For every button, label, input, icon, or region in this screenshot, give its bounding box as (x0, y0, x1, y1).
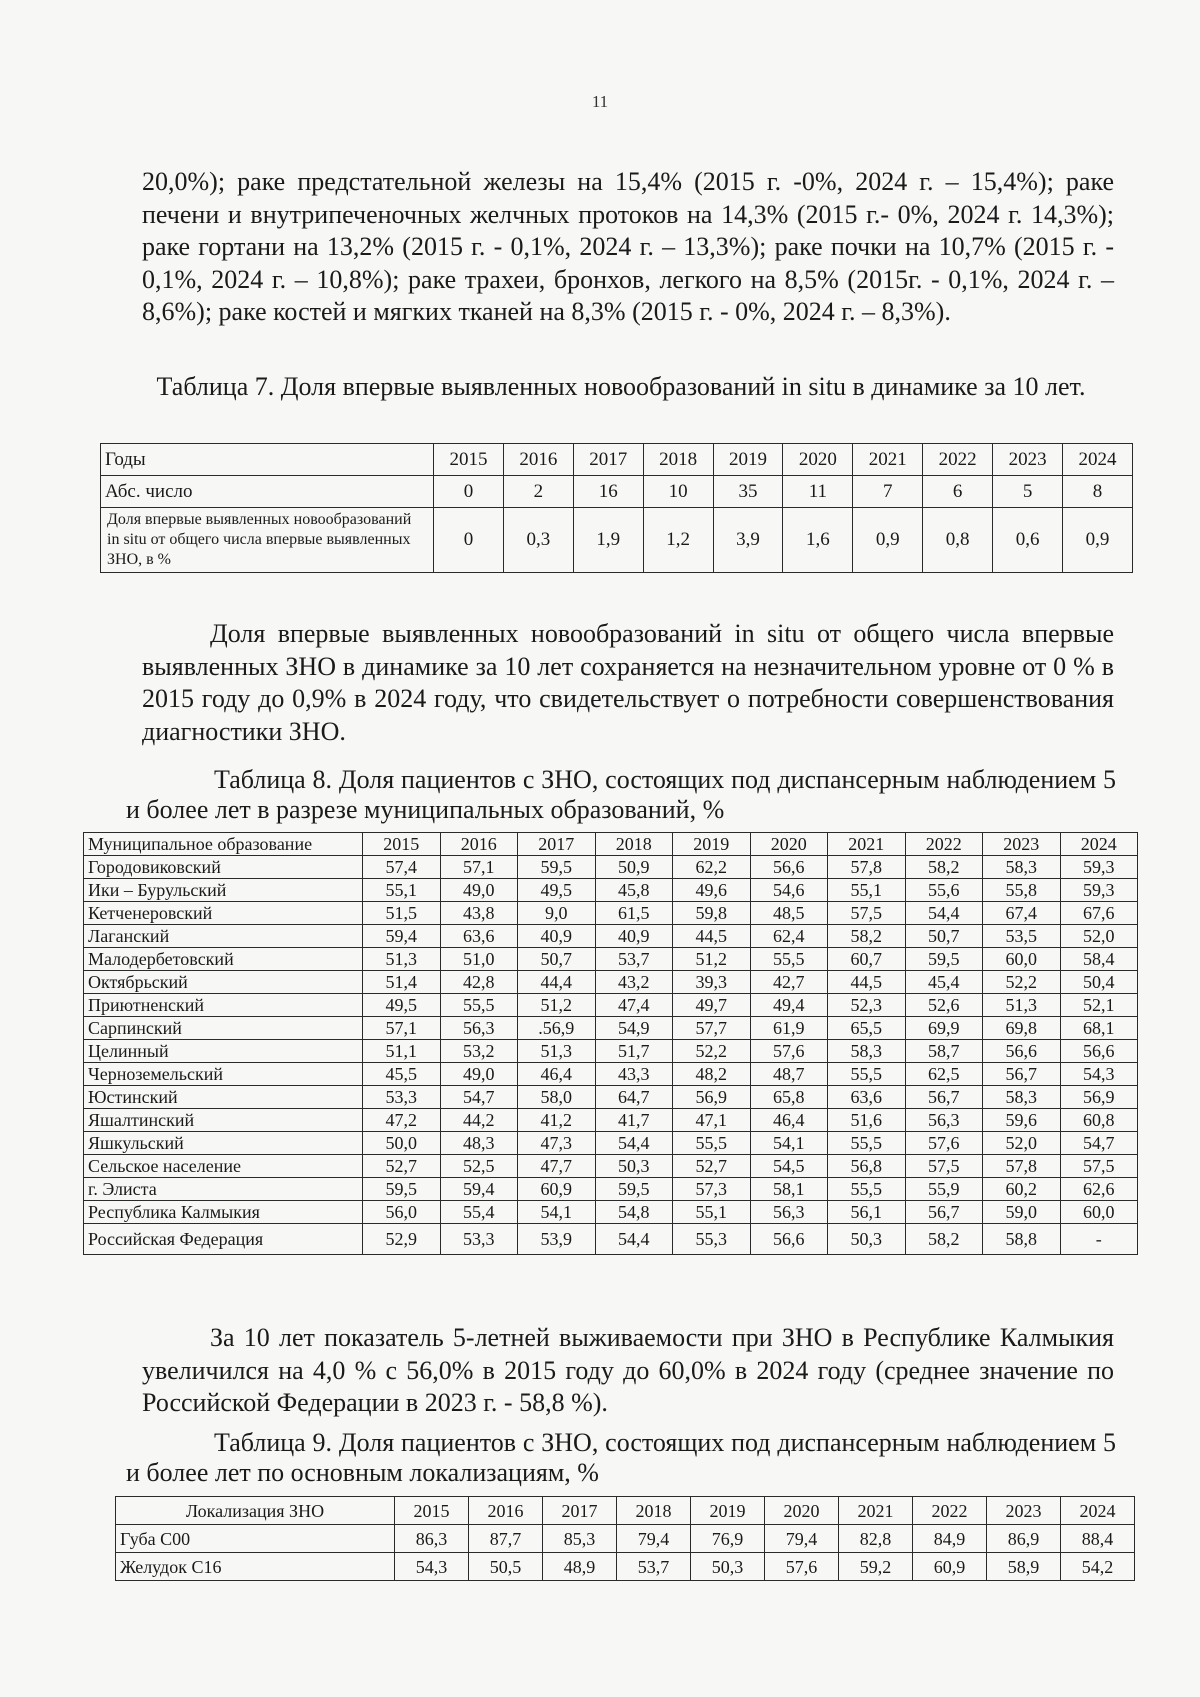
table-cell: 68,1 (1060, 1017, 1138, 1040)
table-cell: 56,6 (1060, 1040, 1138, 1063)
table8-year: 2021 (828, 833, 906, 856)
table-cell: 59,2 (839, 1553, 913, 1581)
table-cell: .56,9 (518, 1017, 596, 1040)
table-cell: 57,5 (828, 902, 906, 925)
table7-year: 2017 (573, 444, 643, 476)
table-cell: 58,3 (983, 1086, 1061, 1109)
table-cell: 50,7 (905, 925, 983, 948)
table-cell: 45,8 (595, 879, 673, 902)
table-cell: 58,1 (750, 1178, 828, 1201)
table-cell: 52,5 (440, 1155, 518, 1178)
table-cell: 57,1 (440, 856, 518, 879)
table-cell: 57,6 (905, 1132, 983, 1155)
table-cell: 50,5 (469, 1553, 543, 1581)
table-cell: 55,9 (905, 1178, 983, 1201)
table-row (84, 948, 1138, 971)
table-cell: 50,3 (595, 1155, 673, 1178)
table8 (83, 832, 1138, 1255)
table7-year: 2015 (434, 444, 504, 476)
table-cell: 45,4 (905, 971, 983, 994)
table-cell: 51,5 (363, 902, 441, 925)
table-cell: 5 (993, 476, 1063, 508)
table9-header-row (116, 1497, 1135, 1525)
table-cell: 53,7 (617, 1553, 691, 1581)
table-cell: 0 (434, 508, 504, 573)
table-cell: 87,7 (469, 1525, 543, 1553)
table-cell: 60,0 (983, 948, 1061, 971)
table-cell: 59,3 (1060, 879, 1138, 902)
table7-year: 2024 (1063, 444, 1133, 476)
table-cell: 52,9 (363, 1224, 441, 1255)
table7-caption: Таблица 7. Доля впервые выявленных новообразований in situ в динамике за 10 лет. (156, 372, 1086, 401)
table-cell: 52,0 (983, 1132, 1061, 1155)
table-cell: 35 (713, 476, 783, 508)
table-cell: 56,3 (440, 1017, 518, 1040)
table-cell: 52,6 (905, 994, 983, 1017)
table-cell: 0,9 (853, 508, 923, 573)
row-label: Городовиковский (84, 856, 363, 879)
table-cell: 9,0 (518, 902, 596, 925)
table-cell: 46,4 (750, 1109, 828, 1132)
table-cell: 58,3 (828, 1040, 906, 1063)
table-cell: 57,8 (828, 856, 906, 879)
table-cell: 60,9 (913, 1553, 987, 1581)
table-cell: 84,9 (913, 1525, 987, 1553)
table-cell: 62,6 (1060, 1178, 1138, 1201)
table-cell: 59,8 (673, 902, 751, 925)
table-cell: 1,6 (783, 508, 853, 573)
table-cell: 52,7 (673, 1155, 751, 1178)
table-cell: 55,4 (440, 1201, 518, 1224)
table-cell: 59,0 (983, 1201, 1061, 1224)
table8-header-label: Муниципальное образование (84, 833, 363, 856)
table8-year: 2020 (750, 833, 828, 856)
table-cell: 43,2 (595, 971, 673, 994)
table8-year: 2018 (595, 833, 673, 856)
table-cell: 51,3 (363, 948, 441, 971)
table-cell: 57,1 (363, 1017, 441, 1040)
table-row (84, 1063, 1138, 1086)
table8-year: 2017 (518, 833, 596, 856)
table-row (84, 1201, 1138, 1224)
intro-paragraph: 20,0%); раке предстательной железы на 15,4% (2015 г. -0%, 2024 г. – 15,4%); раке печени и внутрипеченочных желчных протоков на 14,3% (2015 г.- 0%, 2024 г. 14,3%); раке гортани на 13,2% (2015 г. - 0,1%, 2024 г. – 13,3%); раке почки на 10,7% (2015 г. - 0,1%, 2024 г. – 10,8%); раке трахеи, бронхов, легкого на 8,5% (2015г. - 0,1%, 2024 г. – 8,6%); раке костей и мягких тканей на 8,3% (2015 г. - 0%, 2024 г. – 8,3%). (142, 167, 1114, 326)
row-label: Республика Калмыкия (84, 1201, 363, 1224)
table-cell: 55,5 (828, 1063, 906, 1086)
table-cell: 65,5 (828, 1017, 906, 1040)
table-cell: 62,2 (673, 856, 751, 879)
table-cell: 54,2 (1061, 1553, 1135, 1581)
table-cell: 54,7 (440, 1086, 518, 1109)
table-cell: 0,3 (503, 508, 573, 573)
table-cell: 59,4 (440, 1178, 518, 1201)
table-row (116, 1553, 1135, 1581)
table-cell: 56,3 (905, 1109, 983, 1132)
table-row (84, 1109, 1138, 1132)
table-row (84, 879, 1138, 902)
table-cell: 57,8 (983, 1155, 1061, 1178)
table-cell: 76,9 (691, 1525, 765, 1553)
table-row (84, 1132, 1138, 1155)
row-label: Юстинский (84, 1086, 363, 1109)
table-cell: 57,5 (1060, 1155, 1138, 1178)
table-cell: 60,8 (1060, 1109, 1138, 1132)
table-cell: 54,4 (905, 902, 983, 925)
table-cell: 63,6 (440, 925, 518, 948)
table-cell: 57,6 (765, 1553, 839, 1581)
table-cell: 58,2 (905, 1224, 983, 1255)
row-label: Абс. число (101, 476, 434, 508)
table-cell: 54,5 (750, 1155, 828, 1178)
table-cell: 43,3 (595, 1063, 673, 1086)
table-cell: 53,2 (440, 1040, 518, 1063)
table-row (84, 994, 1138, 1017)
table-cell: 45,5 (363, 1063, 441, 1086)
row-label: Российская Федерация (84, 1224, 363, 1255)
table-cell: 0,9 (1063, 508, 1133, 573)
table-cell: 47,2 (363, 1109, 441, 1132)
table-cell: 53,3 (363, 1086, 441, 1109)
table-row (116, 1525, 1135, 1553)
table8-year: 2023 (983, 833, 1061, 856)
table-cell: 48,2 (673, 1063, 751, 1086)
table-cell: 56,9 (1060, 1086, 1138, 1109)
table-cell: 58,8 (983, 1224, 1061, 1255)
table-row (84, 902, 1138, 925)
table-cell: 55,5 (750, 948, 828, 971)
table-cell: 56,1 (828, 1201, 906, 1224)
table-cell: 55,3 (673, 1224, 751, 1255)
table9-year: 2021 (839, 1497, 913, 1525)
table-cell: 57,6 (750, 1040, 828, 1063)
table-cell: 46,4 (518, 1063, 596, 1086)
table-cell: 55,1 (363, 879, 441, 902)
table-cell: 39,3 (673, 971, 751, 994)
table-cell: 3,9 (713, 508, 783, 573)
table9-year: 2016 (469, 1497, 543, 1525)
table-cell: 54,4 (595, 1132, 673, 1155)
table-row (101, 508, 1133, 573)
table-cell: 60,0 (1060, 1201, 1138, 1224)
table-cell: 1,2 (643, 508, 713, 573)
table-row (84, 1224, 1138, 1255)
table-cell: 44,5 (673, 925, 751, 948)
row-label: Приютненский (84, 994, 363, 1017)
table-cell: 11 (783, 476, 853, 508)
table-cell: 50,0 (363, 1132, 441, 1155)
table-cell: 50,9 (595, 856, 673, 879)
table-cell: - (1060, 1224, 1138, 1255)
table-cell: 59,5 (518, 856, 596, 879)
table-cell: 55,1 (673, 1201, 751, 1224)
table-cell: 54,9 (595, 1017, 673, 1040)
table-cell: 44,2 (440, 1109, 518, 1132)
table-cell: 57,4 (363, 856, 441, 879)
table-cell: 62,5 (905, 1063, 983, 1086)
table9-year: 2019 (691, 1497, 765, 1525)
paragraph-2: Доля впервые выявленных новообразований in situ от общего числа впервые выявленных ЗНО в динамике за 10 лет сохраняется на незначительном уровне от 0 % в 2015 году до 0,9% в 2024 году, что свидетельствует о потребности совершенствования диагностики ЗНО. (142, 619, 1114, 746)
table-cell: 50,3 (828, 1224, 906, 1255)
table-cell: 58,0 (518, 1086, 596, 1109)
table-cell: 67,4 (983, 902, 1061, 925)
table-cell: 47,4 (595, 994, 673, 1017)
table-cell: 60,2 (983, 1178, 1061, 1201)
table-cell: 56,6 (983, 1040, 1061, 1063)
row-label: Малодербетовский (84, 948, 363, 971)
table-cell: 60,9 (518, 1178, 596, 1201)
table-cell: 50,3 (691, 1553, 765, 1581)
table9-year: 2018 (617, 1497, 691, 1525)
table7-year: 2018 (643, 444, 713, 476)
table9-year: 2022 (913, 1497, 987, 1525)
table8-year: 2019 (673, 833, 751, 856)
table-cell: 51,7 (595, 1040, 673, 1063)
table-cell: 54,6 (750, 879, 828, 902)
table-cell: 56,7 (905, 1201, 983, 1224)
table9-year: 2023 (987, 1497, 1061, 1525)
table-cell: 56,6 (750, 856, 828, 879)
table-row (101, 476, 1133, 508)
table-cell: 49,5 (518, 879, 596, 902)
row-label: Ики – Бурульский (84, 879, 363, 902)
table-cell: 59,5 (595, 1178, 673, 1201)
table-cell: 52,7 (363, 1155, 441, 1178)
table7-year: 2019 (713, 444, 783, 476)
table-cell: 0,6 (993, 508, 1063, 573)
table-cell: 51,3 (518, 1040, 596, 1063)
table8-year: 2024 (1060, 833, 1138, 856)
table-cell: 59,5 (905, 948, 983, 971)
table-row (84, 1086, 1138, 1109)
table-cell: 54,3 (395, 1553, 469, 1581)
table-cell: 54,7 (1060, 1132, 1138, 1155)
table-cell: 52,3 (828, 994, 906, 1017)
table-cell: 54,4 (595, 1224, 673, 1255)
table7 (100, 443, 1133, 573)
table-cell: 85,3 (543, 1525, 617, 1553)
table-cell: 56,8 (828, 1155, 906, 1178)
table-cell: 51,4 (363, 971, 441, 994)
row-label: Сарпинский (84, 1017, 363, 1040)
table-cell: 49,5 (363, 994, 441, 1017)
table-cell: 50,7 (518, 948, 596, 971)
table-cell: 53,5 (983, 925, 1061, 948)
table-cell: 44,4 (518, 971, 596, 994)
row-label: Лаганский (84, 925, 363, 948)
table-cell: 40,9 (595, 925, 673, 948)
table-cell: 49,6 (673, 879, 751, 902)
table-cell: 56,7 (905, 1086, 983, 1109)
table-cell: 7 (853, 476, 923, 508)
table-cell: 55,8 (983, 879, 1061, 902)
row-label: Черноземельский (84, 1063, 363, 1086)
table-cell: 51,2 (673, 948, 751, 971)
row-label: Целинный (84, 1040, 363, 1063)
table7-year: 2020 (783, 444, 853, 476)
row-label: Кетченеровский (84, 902, 363, 925)
table-cell: 55,5 (673, 1132, 751, 1155)
table-cell: 63,6 (828, 1086, 906, 1109)
table-cell: 47,7 (518, 1155, 596, 1178)
table-cell: 79,4 (765, 1525, 839, 1553)
table-cell: 58,3 (983, 856, 1061, 879)
table-cell: 59,5 (363, 1178, 441, 1201)
table-cell: 86,9 (987, 1525, 1061, 1553)
table-cell: 41,2 (518, 1109, 596, 1132)
table-cell: 16 (573, 476, 643, 508)
table-cell: 58,7 (905, 1040, 983, 1063)
table7-header-label: Годы (101, 444, 434, 476)
table-cell: 59,6 (983, 1109, 1061, 1132)
table-cell: 56,7 (983, 1063, 1061, 1086)
row-label: Октябрьский (84, 971, 363, 994)
table-cell: 67,6 (1060, 902, 1138, 925)
table-cell: 51,3 (983, 994, 1061, 1017)
table-cell: 52,1 (1060, 994, 1138, 1017)
table8-year: 2022 (905, 833, 983, 856)
table-cell: 57,3 (673, 1178, 751, 1201)
table-cell: 54,1 (750, 1132, 828, 1155)
table-cell: 50,4 (1060, 971, 1138, 994)
row-label: Яшкульский (84, 1132, 363, 1155)
table-cell: 2 (503, 476, 573, 508)
table9-year: 2020 (765, 1497, 839, 1525)
table-cell: 10 (643, 476, 713, 508)
table-cell: 56,9 (673, 1086, 751, 1109)
table-cell: 59,3 (1060, 856, 1138, 879)
table-cell: 49,4 (750, 994, 828, 1017)
row-label: Яшалтинский (84, 1109, 363, 1132)
table-cell: 58,2 (905, 856, 983, 879)
table-cell: 52,2 (983, 971, 1061, 994)
table-cell: 49,7 (673, 994, 751, 1017)
table-cell: 57,7 (673, 1017, 751, 1040)
table-cell: 61,9 (750, 1017, 828, 1040)
table8-caption: Таблица 8. Доля пациентов с ЗНО, состоящих под диспансерным наблюдением 5 и более лет в разрезе муниципальных образований, % (126, 765, 1116, 824)
table-cell: 41,7 (595, 1109, 673, 1132)
table-cell: 1,9 (573, 508, 643, 573)
table-cell: 47,3 (518, 1132, 596, 1155)
table-row (84, 1178, 1138, 1201)
table-cell: 42,7 (750, 971, 828, 994)
table-cell: 8 (1063, 476, 1133, 508)
table-cell: 59,4 (363, 925, 441, 948)
table-cell: 48,3 (440, 1132, 518, 1155)
table-cell: 51,6 (828, 1109, 906, 1132)
table-cell: 69,9 (905, 1017, 983, 1040)
table8-year: 2015 (363, 833, 441, 856)
table-cell: 44,5 (828, 971, 906, 994)
table-cell: 51,1 (363, 1040, 441, 1063)
table8-header-row (84, 833, 1138, 856)
table-cell: 86,3 (395, 1525, 469, 1553)
table-cell: 53,9 (518, 1224, 596, 1255)
paragraph-3: За 10 лет показатель 5-летней выживаемости при ЗНО в Республике Калмыкия увеличился на 4,0 % с 56,0% в 2015 году до 60,0% в 2024 году (среднее значение по Российской Федерации в 2023 г. - 58,8 %). (142, 1323, 1114, 1417)
row-label: Сельское население (84, 1155, 363, 1178)
table9-year: 2015 (395, 1497, 469, 1525)
table-cell: 61,5 (595, 902, 673, 925)
table-cell: 55,5 (440, 994, 518, 1017)
table-cell: 0 (434, 476, 504, 508)
table-row (84, 1040, 1138, 1063)
table-cell: 62,4 (750, 925, 828, 948)
table-row (84, 925, 1138, 948)
table-cell: 0,8 (923, 508, 993, 573)
table-cell: 54,3 (1060, 1063, 1138, 1086)
table-row (84, 971, 1138, 994)
table-cell: 58,9 (987, 1553, 1061, 1581)
table-row (84, 1017, 1138, 1040)
table-cell: 57,5 (905, 1155, 983, 1178)
table-cell: 88,4 (1061, 1525, 1135, 1553)
table8-year: 2016 (440, 833, 518, 856)
table9-year: 2017 (543, 1497, 617, 1525)
table-cell: 53,7 (595, 948, 673, 971)
row-label: Желудок С16 (116, 1553, 395, 1581)
table-cell: 6 (923, 476, 993, 508)
table-cell: 49,0 (440, 879, 518, 902)
table-cell: 48,7 (750, 1063, 828, 1086)
table-cell: 79,4 (617, 1525, 691, 1553)
table-cell: 58,4 (1060, 948, 1138, 971)
table-cell: 65,8 (750, 1086, 828, 1109)
table-cell: 52,2 (673, 1040, 751, 1063)
table-cell: 53,3 (440, 1224, 518, 1255)
table-cell: 82,8 (839, 1525, 913, 1553)
table7-year: 2022 (923, 444, 993, 476)
table-cell: 55,5 (828, 1178, 906, 1201)
table-cell: 51,0 (440, 948, 518, 971)
table-cell: 54,8 (595, 1201, 673, 1224)
table7-year: 2016 (503, 444, 573, 476)
table-cell: 55,1 (828, 879, 906, 902)
row-label: Губа С00 (116, 1525, 395, 1553)
table-cell: 56,6 (750, 1224, 828, 1255)
table-row (84, 856, 1138, 879)
table-cell: 60,7 (828, 948, 906, 971)
table-cell: 55,5 (828, 1132, 906, 1155)
table-cell: 64,7 (595, 1086, 673, 1109)
table-cell: 48,9 (543, 1553, 617, 1581)
table-cell: 58,2 (828, 925, 906, 948)
table-cell: 47,1 (673, 1109, 751, 1132)
table7-year: 2021 (853, 444, 923, 476)
table7-year: 2023 (993, 444, 1063, 476)
row-label: Доля впервые выявленных новообразований in situ от общего числа впервые выявленных ЗНО, в % (101, 508, 434, 573)
table-cell: 48,5 (750, 902, 828, 925)
table-cell: 56,3 (750, 1201, 828, 1224)
row-label: г. Элиста (84, 1178, 363, 1201)
table-row (84, 1155, 1138, 1178)
table-cell: 49,0 (440, 1063, 518, 1086)
table9 (115, 1496, 1135, 1581)
table9-caption: Таблица 9. Доля пациентов с ЗНО, состоящих под диспансерным наблюдением 5 и более лет по основным локализациям, % (126, 1428, 1116, 1487)
table9-year: 2024 (1061, 1497, 1135, 1525)
table7-header-row (101, 444, 1133, 476)
table-cell: 69,8 (983, 1017, 1061, 1040)
page-number: 11 (591, 92, 609, 111)
table-cell: 42,8 (440, 971, 518, 994)
table-cell: 54,1 (518, 1201, 596, 1224)
table-cell: 51,2 (518, 994, 596, 1017)
table-cell: 56,0 (363, 1201, 441, 1224)
table9-header-label: Локализация ЗНО (116, 1497, 395, 1525)
table-cell: 55,6 (905, 879, 983, 902)
table-cell: 40,9 (518, 925, 596, 948)
table-cell: 52,0 (1060, 925, 1138, 948)
table-cell: 43,8 (440, 902, 518, 925)
